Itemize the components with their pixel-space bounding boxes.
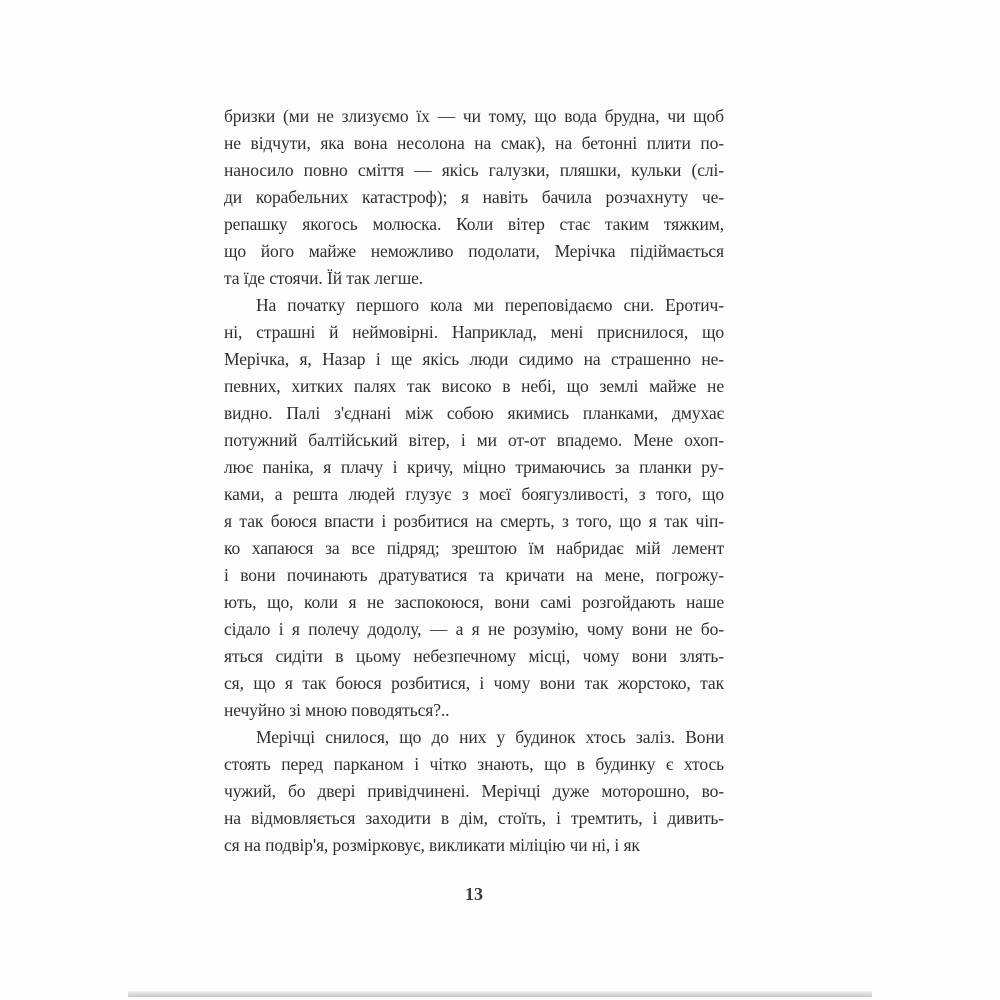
- text-line: сідало і я полечу додолу, — а я не розумію, чому вони не бо-: [224, 619, 724, 639]
- text-line: на відмовляється заходити в дім, стоїть, і тремтить, і дивить-: [224, 808, 724, 828]
- text-line: стоять перед парканом і чітко знають, що в будинку є хтось: [224, 754, 724, 774]
- text-line: ся на подвір'я, розмірковує, викликати міліцію чи ні, і як: [224, 835, 640, 855]
- text-line: Мерічці снилося, що до них у будинок хтось заліз. Вони: [256, 727, 724, 747]
- text-line: нечуйно зі мною поводяться?..: [224, 700, 450, 720]
- text-line: ся, що я так боюся розбитися, і чому вони так жорстоко, так: [224, 673, 724, 693]
- page-number: 13: [465, 884, 483, 904]
- text-line: лює паніка, я плачу і кричу, міцно тримаючись за планки ру-: [224, 457, 724, 477]
- text-line: наносило повно сміття — якісь галузки, пляшки, кульки (слі-: [224, 160, 724, 180]
- text-line: бризки (ми не злизуємо їх — чи тому, що вода брудна, чи щоб: [224, 106, 724, 126]
- text-line: ні, страшні й неймовірні. Наприклад, мені приснилося, що: [224, 322, 724, 342]
- text-line: ди корабельних катастроф); я навіть бачила розчахнуту че-: [224, 187, 724, 207]
- text-line: яться сидіти в цьому небезпечному місці, чому вони злять-: [224, 646, 724, 666]
- text-line: не відчути, яка вона несолона на смак), на бетонні плити по-: [224, 133, 724, 153]
- text-line: що його майже неможливо подолати, Мерічка підіймається: [224, 241, 724, 261]
- text-line: чужий, бо двері привідчинені. Мерічці дуже моторошно, во-: [224, 781, 724, 801]
- text-line: і вони починають дратуватися та кричати на мене, погрожу-: [224, 565, 724, 585]
- text-line: ко хапаюся за все підряд; зрештою їм набридає мій лемент: [224, 538, 724, 558]
- text-line: ють, що, коли я не заспокоюся, вони самі розгойдають наше: [224, 592, 724, 612]
- text-line: ками, а решта людей глузує з моєї боягузливості, з того, що: [224, 484, 724, 504]
- text-line: потужний балтійський вітер, і ми от-от впадемо. Мене охоп-: [224, 430, 724, 450]
- text-line: репашку якогось молюска. Коли вітер стає таким тяжким,: [224, 214, 724, 234]
- text-line: та їде стоячи. Їй так легше.: [224, 268, 424, 288]
- text-line: На початку першого кола ми переповідаємо сни. Еротич-: [256, 295, 724, 315]
- text-line: я так боюся впасти і розбитися на смерть, з того, що я так чіп-: [224, 511, 724, 531]
- text-line: певних, хитких палях так високо в небі, що землі майже не: [224, 376, 724, 396]
- page-text: [224, 103, 724, 859]
- text-line: видно. Палі з'єднані між собою якимись планками, дмухає: [224, 403, 724, 423]
- text-line: Мерічка, я, Назар і ще якісь люди сидимо на страшенно не-: [224, 349, 724, 369]
- scan-edge-line: [128, 991, 872, 997]
